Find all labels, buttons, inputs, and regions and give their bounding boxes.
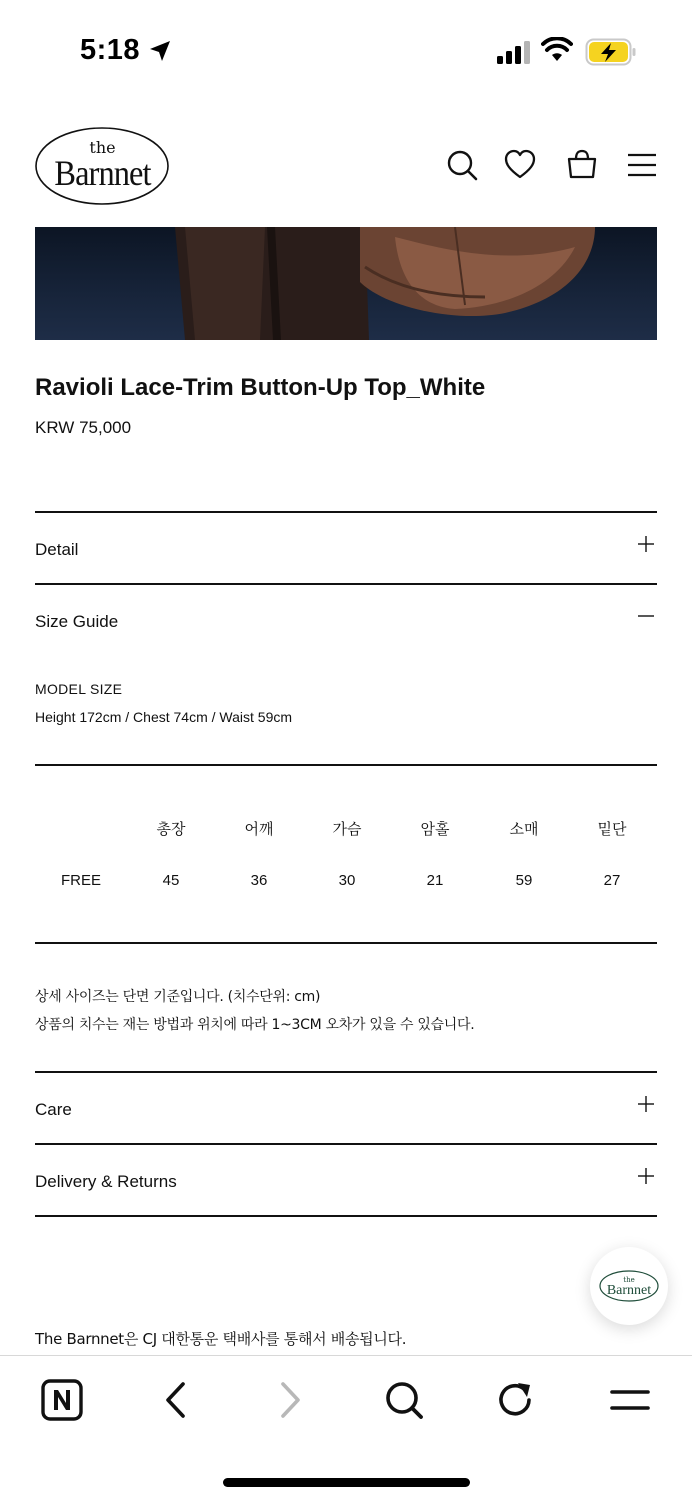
cellular-signal-icon [496,40,532,64]
column-header: 암홀 [420,821,450,838]
divider [35,583,657,585]
table-row [35,872,657,902]
table-cell: 59 [515,872,533,889]
table-cell: 21 [426,872,444,889]
minus-icon[interactable] [636,606,656,626]
divider [35,942,657,944]
accordion-delivery-label[interactable]: Delivery & Returns [35,1172,177,1191]
product-photo-graphic [35,227,657,340]
size-label: FREE [60,872,101,889]
column-header: 총장 [156,821,186,838]
product-image[interactable] [35,227,657,340]
home-indicator [223,1478,470,1487]
model-size-value: Height 172cm / Chest 74cm / Waist 59cm [35,709,293,725]
divider [35,511,657,513]
delivery-note: The Barnnet은 CJ 대한통운 택배사를 통해서 배송됩니다. [35,1330,407,1348]
size-note-2: 상품의 치수는 재는 방법과 위치에 따라 1~3CM 오차가 있을 수 있습니다. [35,1017,475,1033]
status-bar [0,0,692,100]
battery-charging-icon [585,38,637,66]
mini-logo-name: Barnnet [606,1283,652,1298]
mini-logo-the: the [623,1276,635,1284]
logo-the: the [89,138,116,157]
plus-icon[interactable] [636,1094,656,1114]
table-cell: 36 [250,872,268,889]
menu-icon[interactable] [625,148,659,182]
site-header [0,118,692,218]
size-note-1: 상세 사이즈는 단면 기준입니다. (치수단위: cm) [35,989,321,1005]
size-table-header [35,818,657,848]
product-title: Ravioli Lace-Trim Button-Up Top_White [35,374,486,401]
table-cell: 30 [338,872,356,889]
plus-icon[interactable] [636,534,656,554]
column-header: 가슴 [332,821,362,838]
accordion-care-label[interactable]: Care [35,1100,72,1119]
logo-name: Barnnet [54,153,151,193]
browser-toolbar [0,1355,692,1500]
naver-home-icon[interactable] [40,1378,84,1422]
shopping-bag-icon[interactable] [565,148,599,182]
forward-icon[interactable] [268,1378,312,1422]
column-header: 밑단 [597,821,627,838]
brand-logo[interactable] [35,126,170,206]
heart-icon[interactable] [503,148,537,182]
column-header: 소매 [509,821,539,838]
status-time: 5:18 [80,34,141,66]
plus-icon[interactable] [636,1166,656,1186]
divider [35,1143,657,1145]
table-cell: 27 [603,872,621,889]
mini-logo-icon [598,1269,660,1303]
table-cell: 45 [162,872,180,889]
location-arrow-icon [148,39,172,63]
divider [35,764,657,766]
column-header: 어깨 [244,821,274,838]
accordion-size-guide-label[interactable]: Size Guide [35,612,119,631]
search-icon[interactable] [382,1378,426,1422]
back-icon[interactable] [154,1378,198,1422]
model-size-label: MODEL SIZE [35,681,123,697]
accordion-detail-label[interactable]: Detail [35,540,79,559]
reload-icon[interactable] [494,1378,538,1422]
wifi-icon [541,37,573,63]
divider [35,1215,657,1217]
product-price: KRW 75,000 [35,418,132,437]
menu-icon[interactable] [608,1378,652,1422]
search-icon[interactable] [445,148,479,182]
divider [35,1071,657,1073]
chat-badge-button[interactable] [590,1247,668,1325]
